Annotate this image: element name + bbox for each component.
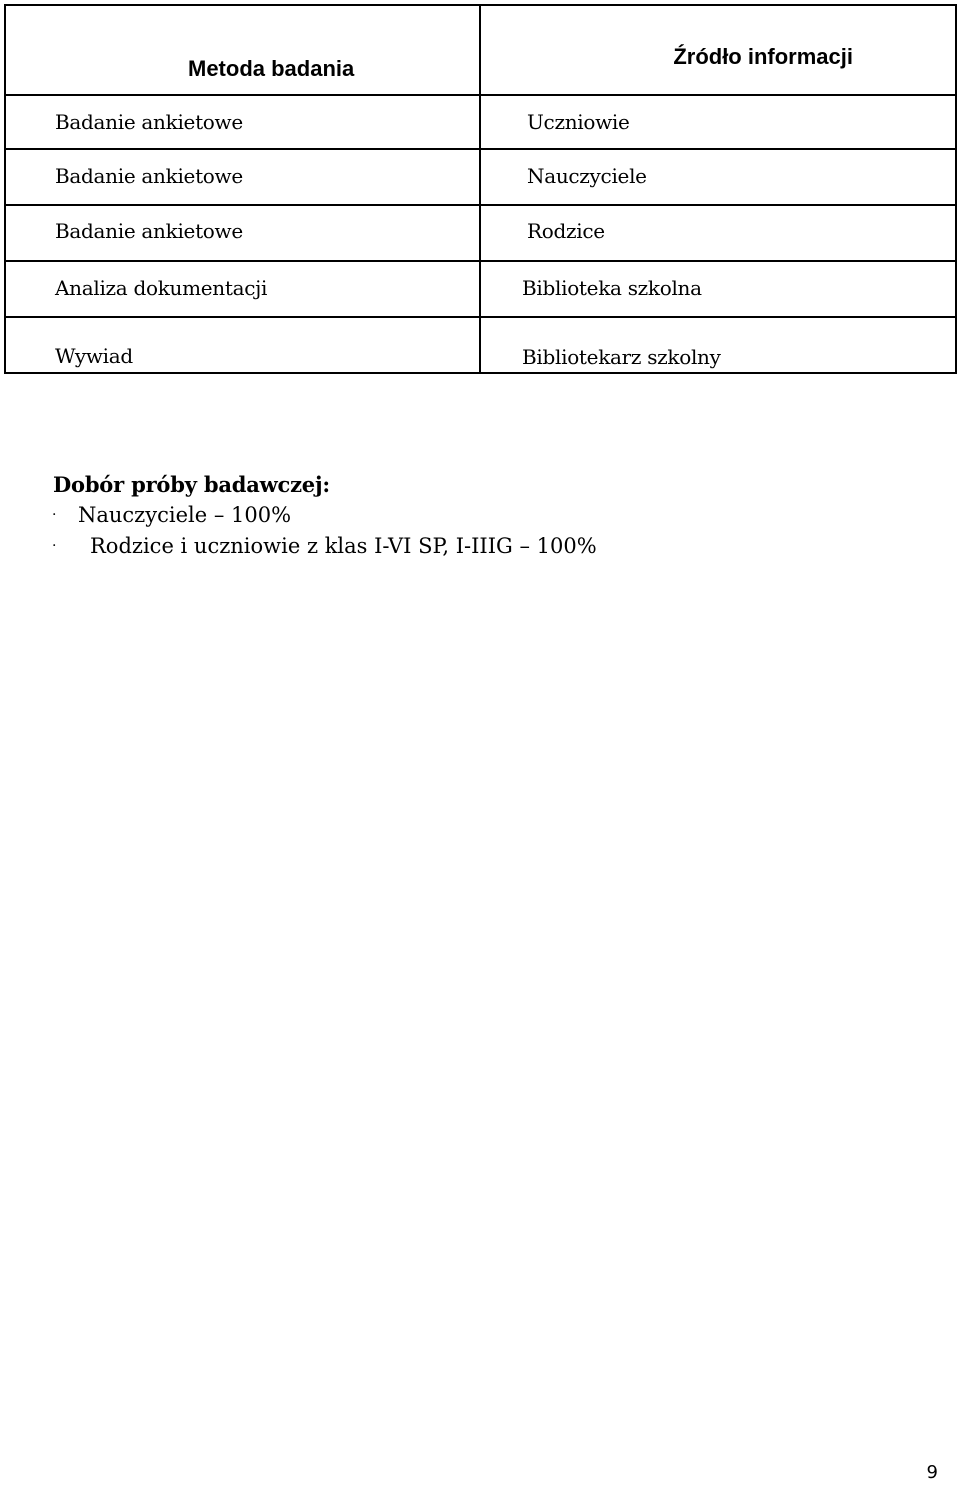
bullet-icon: ·: [52, 507, 57, 523]
table-row: [5, 95, 956, 149]
method-cell: [5, 149, 480, 205]
method-text: Badanie ankietowe: [55, 219, 243, 243]
methods-table: [4, 4, 957, 374]
list-item: [52, 531, 597, 562]
table-row: [5, 317, 956, 373]
method-text: Badanie ankietowe: [55, 110, 243, 134]
table-header-row: [5, 5, 956, 95]
source-text: Bibliotekarz szkolny: [522, 345, 721, 369]
header-method-label: Metoda badania: [188, 56, 355, 81]
methods-table-container: [4, 4, 955, 374]
source-cell: [480, 95, 956, 149]
table-row: [5, 149, 956, 205]
method-cell: [5, 261, 480, 317]
source-cell: [480, 317, 956, 373]
header-cell-method: [5, 5, 480, 95]
method-text: Badanie ankietowe: [55, 164, 243, 188]
header-source-label: Źródło informacji: [673, 44, 853, 69]
sample-selection-section: [52, 470, 597, 562]
page-number: 9: [926, 1462, 938, 1483]
list-item-text: Rodzice i uczniowie z klas I-VI SP, I-IIIG – 100%: [90, 534, 597, 558]
list-item-text: Nauczyciele – 100%: [78, 503, 292, 527]
source-text: Nauczyciele: [527, 164, 647, 188]
source-text: Biblioteka szkolna: [522, 276, 702, 300]
table-row: [5, 205, 956, 261]
source-cell: [480, 149, 956, 205]
header-cell-source: [480, 5, 956, 95]
method-text: Analiza dokumentacji: [55, 276, 268, 300]
method-cell: [5, 205, 480, 261]
table-row: [5, 261, 956, 317]
bullet-icon: ·: [52, 538, 57, 554]
source-text: Uczniowie: [527, 110, 630, 134]
method-text: Wywiad: [55, 344, 133, 368]
source-cell: [480, 205, 956, 261]
source-text: Rodzice: [527, 219, 605, 243]
method-cell: [5, 95, 480, 149]
sample-selection-title: Dobór próby badawczej:: [53, 472, 330, 497]
list-item: [53, 500, 330, 531]
method-cell: [5, 317, 480, 373]
source-cell: [480, 261, 956, 317]
